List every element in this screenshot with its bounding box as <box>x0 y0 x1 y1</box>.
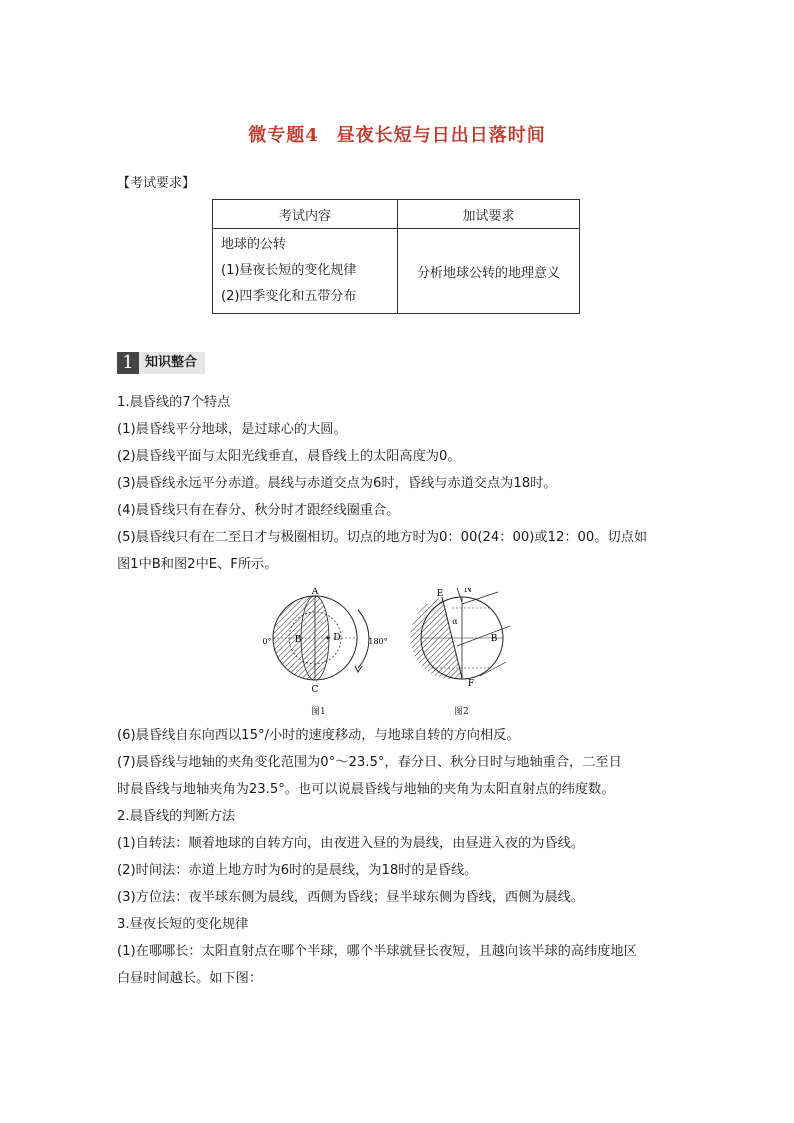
fig1-label-a: A <box>311 588 319 597</box>
text-line: 3.昼夜长短的变化规律 <box>117 917 249 932</box>
text-line: (4)晨昏线只有在春分、秋分时才跟经线圈重合。 <box>117 503 400 518</box>
figure-diagrams <box>262 588 522 720</box>
text-line: (1)自转法：顺着地球的自转方向，由夜进入昼的为晨线，由昼进入夜的为昏线。 <box>117 836 585 851</box>
text-line: (3)方位法：夜半球东侧为晨线，西侧为昏线；昼半球东侧为昏线，西侧为晨线。 <box>117 890 585 905</box>
col2-header: 加试要求 <box>398 200 580 229</box>
figure-1 <box>262 588 387 695</box>
body-text-top <box>117 389 680 578</box>
figure <box>262 588 522 720</box>
text-line: 图1中B和图2中E、F所示。 <box>117 557 278 572</box>
fig1-label-right: 180° <box>368 637 388 646</box>
requirements-label: 【考试要求】 <box>117 176 196 191</box>
title-prefix: 微专题4 <box>248 125 319 146</box>
fig1-caption: 图1 <box>311 707 326 717</box>
text-line: 2.晨昏线的判断方法 <box>117 809 236 824</box>
fig2-label-f: F <box>467 679 475 689</box>
section-heading <box>117 352 217 374</box>
fig1-label-d: D <box>333 633 341 643</box>
col1-cell <box>213 229 398 314</box>
text-line: (6)晨昏线自东向西以15°/小时的速度移动，与地球自转的方向相反。 <box>117 728 520 743</box>
section-number: 1 <box>117 352 139 374</box>
title-main: 昼夜长短与日出日落时间 <box>336 125 546 146</box>
text-line: 白昼时间越长。如下图： <box>117 971 263 986</box>
section-title: 知识整合 <box>139 352 205 374</box>
text-line: (1)在哪哪长：太阳直射点在哪个半球，哪个半球就昼长夜短，且越向该半球的高纬度地区 <box>117 944 637 959</box>
fig2-label-e: E <box>436 589 444 599</box>
figure-2 <box>410 588 510 689</box>
fig2-label-b: B <box>490 634 498 644</box>
col1-line: (2)四季变化和五带分布 <box>221 289 357 304</box>
text-line: (3)晨昏线永远平分赤道。晨线与赤道交点为6时，昏线与赤道交点为18时。 <box>117 476 557 491</box>
page-title <box>0 121 794 147</box>
text-line: 1.晨昏线的7个特点 <box>117 395 231 410</box>
fig1-label-left: 0° <box>262 637 272 646</box>
col1-line: (1)昼夜长短的变化规律 <box>221 263 357 278</box>
fig2-caption: 图2 <box>454 707 469 717</box>
text-line: (2)时间法：赤道上地方时为6时的是晨线，为18时的是昏线。 <box>117 863 478 878</box>
text-line: (7)晨昏线与地轴的夹角变化范围为0°～23.5°，春分日、秋分日时与地轴重合，二至日 <box>117 755 622 770</box>
text-line: (2)晨昏线平面与太阳光线垂直，晨昏线上的太阳高度为0。 <box>117 449 461 464</box>
fig2-label-alpha: α <box>452 617 458 626</box>
col1-line: 地球的公转 <box>221 237 287 252</box>
body-text-bottom <box>117 722 680 992</box>
col1-header: 考试内容 <box>213 200 398 229</box>
col2-cell: 分析地球公转的地理意义 <box>398 229 580 314</box>
fig2-label-n: N <box>464 588 472 595</box>
text-line: (1)晨昏线平分地球，是过球心的大圆。 <box>117 422 347 437</box>
requirements-table <box>212 199 580 314</box>
text-line: 时晨昏线与地轴夹角为23.5°。也可以说晨昏线与地轴的夹角为太阳直射点的纬度数。 <box>117 782 615 797</box>
fig1-label-b: B <box>294 635 302 645</box>
fig1-label-c: C <box>311 685 319 695</box>
text-line: (5)晨昏线只有在二至日才与极圈相切。切点的地方时为0：00(24：00)或12：00。切点如 <box>117 530 648 545</box>
